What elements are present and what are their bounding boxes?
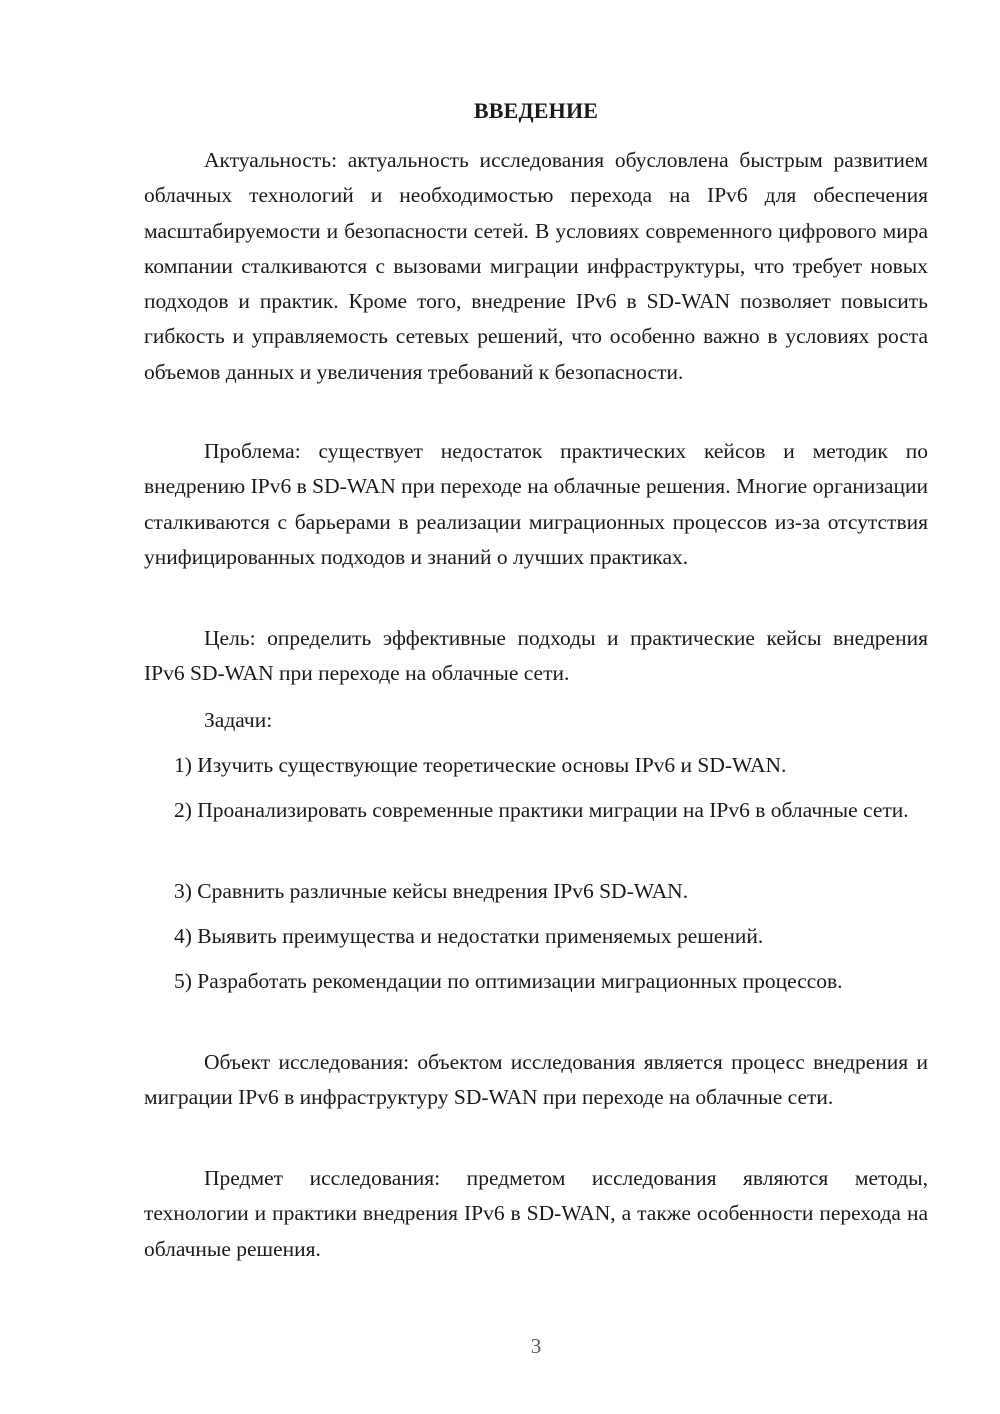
task-item-2-block [144, 793, 928, 828]
tasks-title: Задачи: [204, 708, 273, 732]
task-item: 4) Выявить преимущества и недостатки применяемых решений. [174, 924, 764, 948]
goal-paragraph: Цель: определить эффективные подходы и практические кейсы внедрения IPv6 SD-WAN при переходе на облачные сети. [144, 626, 928, 686]
task-item-1-block [144, 748, 928, 783]
task-item-3-block [144, 874, 928, 909]
problem-paragraph: Проблема: существует недостаток практических кейсов и методик по внедрению IPv6 в SD-WAN при переходе на облачные решения. Многие организации сталкиваются с барьерами в реализации миграционных процессов из-за отсутствия унифицированных подходов и знаний о лучших практиках. [144, 439, 928, 569]
problem-block [144, 434, 928, 575]
page-number: 3 [530, 1334, 542, 1358]
subject-paragraph: Предмет исследования: предметом исследования являются методы, технологии и практики внедрения IPv6 в SD-WAN, а также особенности перехода на облачные решения. [144, 1166, 928, 1261]
relevance-paragraph: Актуальность: актуальность исследования обусловлена быстрым развитием облачных технологий и необходимостью перехода на IPv6 для обеспечения масштабируемости и безопасности сетей. В условиях современного цифрового мира компании сталкиваются с вызовами миграции инфраструктуры, что требует новых подходов и практик. Кроме того, внедрение IPv6 в SD-WAN позволяет повысить гибкость и управляемость сетевых решений, что особенно важно в условиях роста объемов данных и увеличения требований к безопасности. [144, 148, 928, 384]
subject-block [144, 1161, 928, 1267]
task-item-5-block [144, 964, 928, 999]
object-block [144, 1045, 928, 1116]
task-item-4-block [144, 919, 928, 954]
relevance-block [144, 143, 928, 390]
task-item: 5) Разработать рекомендации по оптимизации миграционных процессов. [174, 969, 843, 993]
task-item: 2) Проанализировать современные практики миграции на IPv6 в облачные сети. [174, 798, 909, 822]
object-paragraph: Объект исследования: объектом исследования является процесс внедрения и миграции IPv6 в инфраструктуру SD-WAN при переходе на облачные сети. [144, 1050, 928, 1110]
tasks-title-block [144, 703, 928, 738]
task-item: 3) Сравнить различные кейсы внедрения IPv6 SD-WAN. [174, 879, 689, 903]
task-item: 1) Изучить существующие теоретические основы IPv6 и SD-WAN. [174, 753, 787, 777]
goal-block [144, 621, 928, 692]
section-heading: ВВЕДЕНИЕ [473, 98, 599, 123]
